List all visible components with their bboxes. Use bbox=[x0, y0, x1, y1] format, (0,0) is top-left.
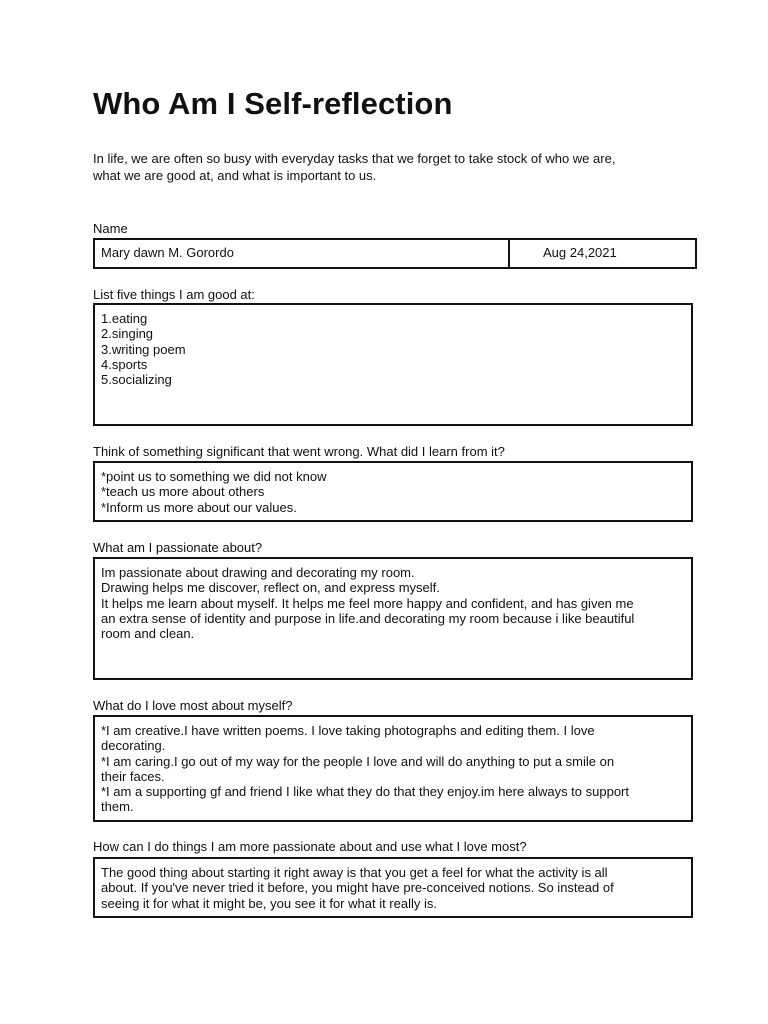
answer-line: *Inform us more about our values. bbox=[101, 499, 297, 515]
date-field[interactable]: Aug 24,2021 bbox=[543, 245, 617, 260]
intro-paragraph bbox=[93, 150, 693, 184]
name-field[interactable]: Mary dawn M. Gorordo bbox=[95, 240, 510, 267]
went-wrong-answer-box[interactable] bbox=[93, 461, 693, 522]
answer-line: The good thing about starting it right away is that you get a feel for what the activity is all bbox=[101, 865, 608, 880]
good-at-answer-box[interactable] bbox=[93, 303, 693, 426]
intro-line: what we are good at, and what is important to us. bbox=[93, 168, 377, 183]
answer-line: them. bbox=[101, 799, 134, 815]
answer-line: room and clean. bbox=[101, 626, 195, 642]
answer-line: 3.writing poem bbox=[101, 341, 186, 357]
answer-line: *point us to something we did not know bbox=[101, 469, 327, 484]
answer-line: their faces. bbox=[101, 768, 165, 784]
how-can-i-answer-box[interactable] bbox=[93, 857, 693, 918]
answer-line: 1.eating bbox=[101, 311, 148, 326]
answer-line: about. If you've never tried it before, you might have pre-conceived notions. So instead of bbox=[101, 880, 614, 896]
love-myself-label: What do I love most about myself? bbox=[93, 698, 293, 713]
answer-line: 2.singing bbox=[101, 326, 154, 342]
name-date-row[interactable] bbox=[93, 238, 697, 269]
answer-line: seeing it for what it might be, you see it for what it really is. bbox=[101, 895, 437, 911]
answer-line: *I am caring.I go out of my way for the people I love and will do anything to put a smile on bbox=[101, 753, 615, 769]
passionate-label: What am I passionate about? bbox=[93, 540, 263, 555]
answer-line: Im passionate about drawing and decorating my room. bbox=[101, 565, 415, 580]
page-title: Who Am I Self-reflection bbox=[93, 86, 453, 121]
name-label: Name bbox=[93, 221, 128, 236]
answer-line: 5.socializing bbox=[101, 372, 172, 388]
went-wrong-label: Think of something significant that went wrong. What did I learn from it? bbox=[93, 444, 505, 459]
intro-line: In life, we are often so busy with everyday tasks that we forget to take stock of who we are, bbox=[93, 151, 616, 166]
good-at-label: List five things I am good at: bbox=[93, 287, 255, 302]
answer-line: *teach us more about others bbox=[101, 484, 265, 500]
answer-line: Drawing helps me discover, reflect on, and express myself. bbox=[101, 580, 440, 596]
how-can-i-label: How can I do things I am more passionate about and use what I love most? bbox=[93, 839, 527, 854]
answer-line: *I am creative.I have written poems. I love taking photographs and editing them. I love bbox=[101, 723, 595, 738]
answer-line: decorating. bbox=[101, 738, 166, 754]
answer-line: 4.sports bbox=[101, 356, 148, 372]
answer-line: an extra sense of identity and purpose in life.and decorating my room because i like beautiful bbox=[101, 610, 635, 626]
passionate-answer-box[interactable] bbox=[93, 557, 693, 680]
answer-line: *I am a supporting gf and friend I like what they do that they enjoy.im here always to support bbox=[101, 784, 629, 800]
love-myself-answer-box[interactable] bbox=[93, 715, 693, 822]
answer-line: It helps me learn about myself. It helps me feel more happy and confident, and has given me bbox=[101, 595, 634, 611]
